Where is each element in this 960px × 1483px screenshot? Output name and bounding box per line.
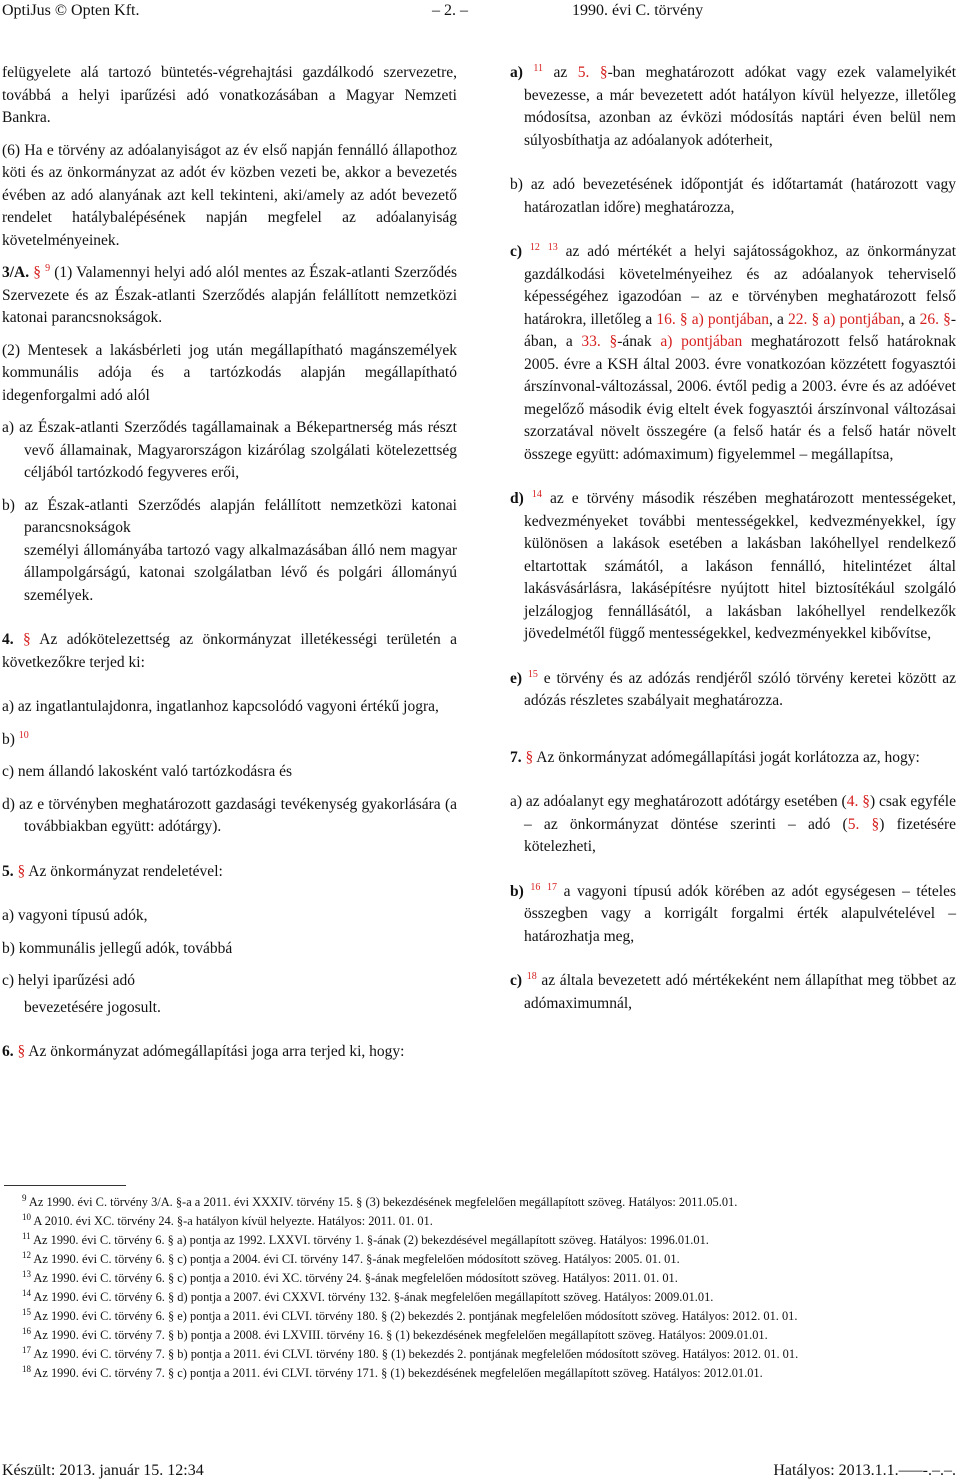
footnote-number: 18 <box>22 1364 31 1374</box>
item-text: -ában, a <box>524 310 957 350</box>
cross-reference-link[interactable]: 16. § a) pontjában <box>656 310 770 328</box>
section-number: 5. <box>2 862 14 880</box>
footnote-ref[interactable]: 18 <box>526 971 537 982</box>
footnote-text: Az 1990. évi C. törvény 7. § b) pontja a 2008. évi LXVIII. törvény 16. § (1) bekezdésének megfelelően megállapított szöveg. Hatályos: 2009.01.01. <box>33 1328 768 1342</box>
list-item: a) az ingatlantulajdonra, ingatlanhoz kapcsolódó vagyoni értékű jogra, <box>2 698 439 715</box>
footnote-text: Az 1990. évi C. törvény 6. § e) pontja a 2011. évi CLVI. törvény 180. § (2) bekezdés 2. pontjának megfelelően módosított szöveg. Hatályos: 2012. 01. 01. <box>33 1309 798 1323</box>
section-number: 6. <box>2 1043 14 1060</box>
footnote <box>0 1326 956 1345</box>
footnote-number: 10 <box>22 1212 31 1222</box>
footnote-ref[interactable]: 13 <box>547 242 558 253</box>
continuation-text: felügyelete alá tartozó büntetés-végrehajtási gazdálkodó szervezetre, továbbá a helyi iparűzési adó vonatkozásában a Magyar Nemzeti Bankra. <box>2 64 457 126</box>
list-item: c) nem állandó lakosként való tartózkodásra és <box>2 763 293 780</box>
item-text: az <box>553 64 568 81</box>
section-symbol[interactable]: § <box>23 631 31 648</box>
item-label: e) <box>510 669 523 687</box>
item-text: a) az adóalanyt egy meghatározott adótárgy esetében ( <box>510 793 847 810</box>
item-text: , a <box>900 310 916 328</box>
section-6-item-a <box>510 62 956 152</box>
section-7-item-a <box>510 791 956 859</box>
section-symbol[interactable]: § <box>33 264 41 281</box>
section-6 <box>2 1041 457 1064</box>
section-5-tail: bevezetésére jogosult. <box>24 998 161 1016</box>
section-5 <box>2 861 457 884</box>
footnote-ref[interactable]: 9 <box>45 263 51 274</box>
section-number: 4. <box>2 631 14 648</box>
cross-reference-link[interactable]: 5. § <box>577 64 608 81</box>
footnote <box>0 1231 956 1250</box>
footnote-number: 13 <box>22 1269 31 1279</box>
footnote <box>0 1212 956 1231</box>
item-text: ) fizetésére kötelezheti, <box>524 815 957 855</box>
item-text: ) csak egyféle – az önkormányzat döntése szerinti – adó ( <box>524 793 956 833</box>
footnote-text: Az 1990. évi C. törvény 7. § c) pontja a 2011. évi CLVI. törvény 171. § (1) bekezdésének megfelelően megállapított szöveg. Hatályos: 2012.01.01. <box>33 1366 763 1380</box>
item-label: b) <box>510 882 524 900</box>
law-title: 1990. évi C. törvény <box>572 2 704 19</box>
left-column <box>2 62 457 1064</box>
footnotes <box>0 1193 956 1383</box>
list-item: b) kommunális jellegű adók, továbbá <box>2 939 233 957</box>
footnote-number: 9 <box>22 1193 27 1203</box>
page-number: – 2. – <box>432 2 468 19</box>
item-label: b) <box>2 730 15 748</box>
section-3a-tail: személyi állományába tartozó vagy alkalmazásában álló nem magyar állampolgárságú, katonai szolgálatban lévő és polgári állományú személyek. <box>24 541 457 604</box>
right-column <box>510 62 956 1015</box>
item-text: -ban meghatározott adókat vagy ezek valamelyikét bevezesse, a már bevezetett adót hatályon kívül helyezze, illetőleg módosítsa, azonban az évközi módosítás naptári éven belül nem súlyosbíthatja az adóalanyok adóterheit, <box>524 64 956 149</box>
section-text: Az önkormányzat adómegállapítási joga arra terjed ki, hogy: <box>28 1043 405 1060</box>
item-text: a vagyoni típusú adók körében az adót egységesen – tételes összegben vagy a korrigált forgalmi érték alapulvételével – határozhatja meg, <box>524 882 957 945</box>
validity-date: Hatályos: 2013.1.1.–––-.–.–. <box>773 1462 956 1479</box>
item-text: -ának <box>617 333 652 350</box>
list-item: c) helyi iparűzési adó <box>2 972 135 989</box>
cross-reference-link[interactable]: a) pontjában <box>660 333 743 350</box>
cross-reference-link[interactable]: 33. § <box>581 333 618 350</box>
section-3a <box>2 262 457 330</box>
section-7 <box>510 747 956 770</box>
section-symbol[interactable]: § <box>525 748 534 766</box>
footnote <box>0 1250 956 1269</box>
footnote-ref[interactable]: 10 <box>18 729 29 741</box>
item-text: az adó mértékét a helyi sajátosságokhoz, az önkormányzat gazdálkodási követelményeihez és az adóalanyok teherviselő képességéhez igazodóan – az e törvényben meghatározott felső határokra, illetőleg a <box>524 243 957 328</box>
footnote <box>0 1364 956 1383</box>
section-text: Az önkormányzat adómegállapítási jogát korlátozza az, hogy: <box>536 748 920 766</box>
footnote-separator <box>4 1185 126 1186</box>
section-number: 3/A. <box>2 264 30 281</box>
item-label: c) <box>510 972 523 989</box>
footnote-ref[interactable]: 14 <box>531 489 542 500</box>
footnote-text: Az 1990. évi C. törvény 7. § b) pontja a 2011. évi CLVI. törvény 180. § (1) bekezdés 2. pontjának megfelelően módosított szöveg. Hatályos: 2012. 01. 01. <box>33 1347 799 1361</box>
footnote-text: Az 1990. évi C. törvény 6. § a) pontja az 1992. LXXVI. törvény 1. §-ának (2) bekezdésével megállapított szöveg. Hatályos: 1996.01.01. <box>33 1233 709 1247</box>
footnote-ref[interactable]: 17 <box>546 881 557 893</box>
section-text: Az adókötelezettség az önkormányzat illetékességi területén a következőkre terjed ki: <box>2 631 458 671</box>
item-label: c) <box>510 243 523 260</box>
section-6-item-e <box>510 668 956 713</box>
footnote-number: 17 <box>22 1345 31 1355</box>
footnote-number: 11 <box>22 1231 31 1241</box>
footnote <box>0 1288 956 1307</box>
section-4 <box>2 629 457 674</box>
cross-reference-link[interactable]: 4. § <box>846 793 870 810</box>
list-item: a) vagyoni típusú adók, <box>2 907 148 924</box>
section-6-item-d <box>510 488 956 646</box>
section-text: (1) Valamennyi helyi adó alól mentes az Észak-atlanti Szerződés Szervezete és az Észak-atlanti Szerződés alapján felállított nemzetközi katonai parancsnokságok. <box>2 264 458 326</box>
footnote-number: 12 <box>22 1250 31 1260</box>
section-7-item-b <box>510 881 956 949</box>
cross-reference-link[interactable]: 5. § <box>847 815 880 833</box>
section-text: Az önkormányzat rendeletével: <box>28 862 223 880</box>
section-symbol[interactable]: § <box>17 862 26 880</box>
footnote <box>0 1307 956 1326</box>
footnote-text: Az 1990. évi C. törvény 6. § d) pontja a 2007. évi CXXVI. törvény 132. §-ának megfelelően megállapított szöveg. Hatályos: 2009.01.01. <box>33 1290 714 1304</box>
footnote-text: Az 1990. évi C. törvény 3/A. §-a a 2011. évi XXXIV. törvény 15. § (3) bekezdésének megfelelően megállapított szöveg. Hatályos: 2011.05.01. <box>28 1195 738 1209</box>
paragraph-6: (6) Ha e törvény az adóalanyiságot az év első napján fennálló állapothoz köti és az önkormányzat az adót év közben vezeti be, akkor a bevezetés évében az adó alanyának azt kell tekinteni, aki/amely az adót bevezető rendelet hatálybalépésének napján megfelel az adóalanyiság követelményeinek. <box>2 141 457 249</box>
page-header <box>0 0 960 22</box>
created-timestamp: Készült: 2013. január 15. 12:34 <box>2 1462 204 1479</box>
footnote-text: Az 1990. évi C. törvény 6. § c) pontja a 2010. évi XC. törvény 24. §-ának megfelelően módosított szöveg. Hatályos: 2011. 01. 01. <box>33 1271 678 1285</box>
section-symbol[interactable]: § <box>17 1043 26 1060</box>
footnote <box>0 1269 956 1288</box>
section-3a-p2: (2) Mentesek a lakásbérleti jog után megállapítható magánszemélyek kommunális adója és a tartózkodás alapján megállapítható idegenforgalmi adó alól <box>2 341 457 404</box>
cross-reference-link[interactable]: 22. § a) pontjában <box>788 310 901 328</box>
item-label: d) <box>510 490 524 507</box>
footnote-ref[interactable]: 16 <box>530 881 541 893</box>
item-text: , a <box>769 310 784 328</box>
footnote-number: 14 <box>22 1288 31 1298</box>
list-item: a) az Észak-atlanti Szerződés tagállamainak a Békepartnerség más részt vevő államainak, Magyarországon kizárólag szolgálati kötelezettség céljából tartózkodó fegyveres erői, <box>2 419 457 481</box>
footnote-number: 15 <box>22 1307 31 1317</box>
item-text: e törvény és az adózás rendjéről szóló törvény keretei között az adózás részletes szabályait meghatározza. <box>524 669 957 709</box>
item-label: a) <box>510 64 523 81</box>
cross-reference-link[interactable]: 26. § <box>919 310 951 328</box>
footnote-text: Az 1990. évi C. törvény 6. § c) pontja a 2004. évi CI. törvény 147. §-ának megfelelően módosított szöveg. Hatályos: 2005. 01. 01. <box>33 1252 680 1266</box>
footnote-ref[interactable]: 11 <box>533 63 544 74</box>
item-text: meghatározott felső határoknak 2005. évre a KSH által 2003. évre vonatkozóan közzétett fogyasztói árszínvonal-változással, 2006. évtől pedig a 2003. évre és az adóévet megelőző második évig eltelt évek fogyasztói árszínvonal változásai szorzatával növelt összegére (a felső határ és a felső határ növelt összege együtt: adómaximum) figyelemmel – megállapítsa, <box>524 333 956 463</box>
footnote-ref[interactable]: 15 <box>527 668 538 680</box>
section-7-item-c <box>510 970 956 1015</box>
footnote <box>0 1193 956 1212</box>
footnote <box>0 1345 956 1364</box>
section-number: 7. <box>510 748 522 766</box>
section-6-item-c <box>510 241 956 466</box>
footnote-number: 16 <box>22 1326 31 1336</box>
section-6-item-b: b) az adó bevezetésének időpontját és időtartamát (határozott vagy határozatlan időre) meghatározza, <box>510 176 956 216</box>
list-item: d) az e törvényben meghatározott gazdasági tevékenység gyakorlására (a továbbiakban együtt: adótárgy). <box>2 795 457 835</box>
list-item <box>2 729 457 752</box>
item-text: az e törvény második részében meghatározott mentességeket, kedvezményeket további mentességekkel, kedvezményekkel, így különösen a lakások esetében a lakásban lakóhellyel rendelkező eltartottak számától, a lakáson fennálló, hitelintézet által lakásvásárlásra, lakásépítésre nyújtott hitel biztosítékául szolgáló jelzálogjog fennállásától, a lakásban lakóhellyel rendelkezők jövedelmétől függő mentességekkel, kedvezményekkel kibővítse, <box>524 490 957 642</box>
publisher: OptiJus © Opten Kft. <box>2 2 140 19</box>
footnote-text: A 2010. évi XC. törvény 24. §-a hatályon kívül helyezte. Hatályos: 2011. 01. 01. <box>33 1214 433 1228</box>
list-item: b) az Észak-atlanti Szerződés alapján felállított nemzetközi katonai parancsnokságok <box>2 496 457 536</box>
item-text: az általa bevezetett adó mértékeként nem állapíthat meg többet az adómaximumnál, <box>524 972 957 1012</box>
footnote-ref[interactable]: 12 <box>529 242 540 253</box>
